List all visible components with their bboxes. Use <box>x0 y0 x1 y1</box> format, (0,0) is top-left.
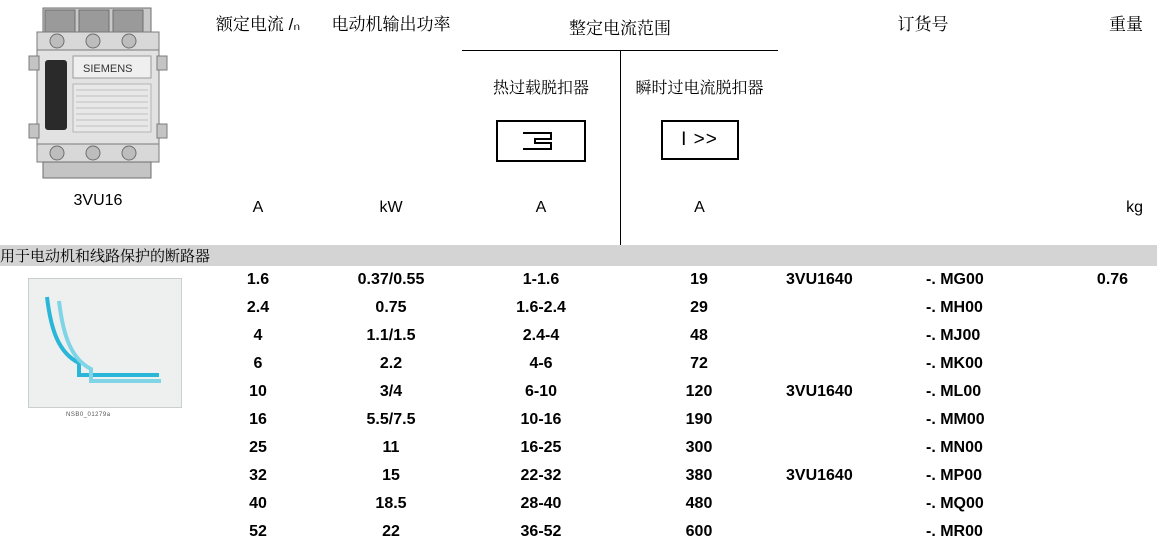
cell-current: 6 <box>196 350 320 378</box>
order-suffix: -. MQ00 <box>926 495 984 512</box>
cell-thermal: 22-32 <box>462 462 620 490</box>
cell-current: 32 <box>196 462 320 490</box>
cell-current: 1.6 <box>196 266 320 294</box>
cell-instant: 190 <box>620 406 778 434</box>
cell-weight <box>1068 490 1157 518</box>
instant-overcurrent-symbol-icon: I >> <box>661 120 739 160</box>
header-weight-label: 重量 <box>1109 15 1143 34</box>
cell-order <box>778 378 1068 406</box>
section-band-row <box>0 245 1157 266</box>
cell-instant: 29 <box>620 294 778 322</box>
cell-instant: 48 <box>620 322 778 350</box>
cell-weight <box>1068 406 1157 434</box>
table-header-row <box>0 0 1157 245</box>
cell-current: 4 <box>196 322 320 350</box>
cell-instant: 300 <box>620 434 778 462</box>
order-base: 3VU1640 <box>786 467 853 484</box>
cell-power: 15 <box>320 462 462 490</box>
cell-thermal: 28-40 <box>462 490 620 518</box>
order-suffix: -. MH00 <box>926 299 983 316</box>
order-suffix: -. MG00 <box>926 271 984 288</box>
cell-thermal: 16-25 <box>462 434 620 462</box>
cell-instant: 120 <box>620 378 778 406</box>
header-motor-power <box>320 0 462 245</box>
header-rated-current <box>196 0 320 245</box>
header-rated-current-unit: A <box>252 199 264 216</box>
header-setting-range-label: 整定电流范围 <box>462 0 778 51</box>
header-motor-power-unit: kW <box>379 199 403 216</box>
cell-thermal: 10-16 <box>462 406 620 434</box>
cell-current: 16 <box>196 406 320 434</box>
cell-order <box>778 294 1068 322</box>
cell-current: 40 <box>196 490 320 518</box>
cell-weight: 0.76 <box>1068 266 1157 294</box>
header-thermal-release <box>462 51 620 245</box>
header-weight-unit: kg <box>1126 199 1143 216</box>
bimetal-glyph-icon <box>521 130 561 152</box>
order-base: 3VU1640 <box>786 383 853 400</box>
cell-power: 2.2 <box>320 350 462 378</box>
cell-instant: 380 <box>620 462 778 490</box>
cell-instant: 72 <box>620 350 778 378</box>
cell-current: 52 <box>196 518 320 546</box>
data-body-row <box>0 266 1157 294</box>
cell-order <box>778 462 1068 490</box>
header-instant-release-unit: A <box>694 199 705 216</box>
cell-weight <box>1068 378 1157 406</box>
cell-order <box>778 518 1068 546</box>
order-suffix: -. MN00 <box>926 439 983 456</box>
cell-thermal: 36-52 <box>462 518 620 546</box>
cell-order <box>778 490 1068 518</box>
cell-weight <box>1068 322 1157 350</box>
curve-chart-cell <box>0 266 196 546</box>
cell-weight <box>1068 434 1157 462</box>
header-order-no-label: 订货号 <box>897 15 949 34</box>
cell-order <box>778 322 1068 350</box>
cell-instant: 600 <box>620 518 778 546</box>
header-setting-range-group <box>462 0 778 245</box>
cell-order <box>778 406 1068 434</box>
cell-current: 10 <box>196 378 320 406</box>
header-motor-power-label: 电动机输出功率 <box>331 15 451 34</box>
order-base: 3VU1640 <box>786 271 853 288</box>
order-suffix: -. MJ00 <box>926 327 981 344</box>
cell-power: 5.5/7.5 <box>320 406 462 434</box>
cell-power: 22 <box>320 518 462 546</box>
header-thermal-release-unit: A <box>535 199 547 216</box>
cell-weight <box>1068 462 1157 490</box>
cell-current: 25 <box>196 434 320 462</box>
cell-thermal: 2.4-4 <box>462 322 620 350</box>
section-band-label: 用于电动机和线路保护的断路器 <box>0 245 1157 266</box>
cell-current: 2.4 <box>196 294 320 322</box>
header-weight <box>1068 0 1157 245</box>
cell-order <box>778 266 1068 294</box>
cell-instant: 480 <box>620 490 778 518</box>
curve-chart-caption: NSB0_01279a <box>66 412 111 418</box>
cell-power: 18.5 <box>320 490 462 518</box>
cell-power: 1.1/1.5 <box>320 322 462 350</box>
cell-power: 0.37/0.55 <box>320 266 462 294</box>
header-rated-current-label: 额定电流 /ₙ <box>215 15 301 34</box>
product-caption: 3VU16 <box>73 192 123 209</box>
cell-weight <box>1068 294 1157 322</box>
order-suffix: -. ML00 <box>926 383 982 400</box>
tripping-curve-graphic <box>29 279 181 407</box>
cell-weight <box>1068 518 1157 546</box>
order-suffix: -. MK00 <box>926 355 983 372</box>
order-suffix: -. MP00 <box>926 467 983 484</box>
cell-thermal: 6-10 <box>462 378 620 406</box>
cell-thermal: 1.6-2.4 <box>462 294 620 322</box>
cell-weight <box>1068 350 1157 378</box>
header-instant-release <box>620 51 778 245</box>
cell-power: 11 <box>320 434 462 462</box>
order-suffix: -. MR00 <box>926 523 983 540</box>
header-instant-release-label: 瞬时过电流脱扣器 <box>635 80 764 97</box>
circuit-breaker-photo <box>23 4 173 190</box>
tripping-curve-chart <box>28 278 182 408</box>
cell-power: 3/4 <box>320 378 462 406</box>
header-order-no <box>778 0 1068 245</box>
product-photo-cell <box>0 0 196 245</box>
svg-text:SIEMENS: SIEMENS <box>83 63 133 75</box>
order-suffix: -. MM00 <box>926 411 985 428</box>
thermal-overload-symbol-icon <box>496 120 586 162</box>
cell-power: 0.75 <box>320 294 462 322</box>
cell-order <box>778 350 1068 378</box>
cell-thermal: 4-6 <box>462 350 620 378</box>
cell-thermal: 1-1.6 <box>462 266 620 294</box>
cell-instant: 19 <box>620 266 778 294</box>
breaker-illustration <box>23 4 173 190</box>
header-thermal-release-label: 热过载脱扣器 <box>492 80 589 97</box>
cell-order <box>778 434 1068 462</box>
